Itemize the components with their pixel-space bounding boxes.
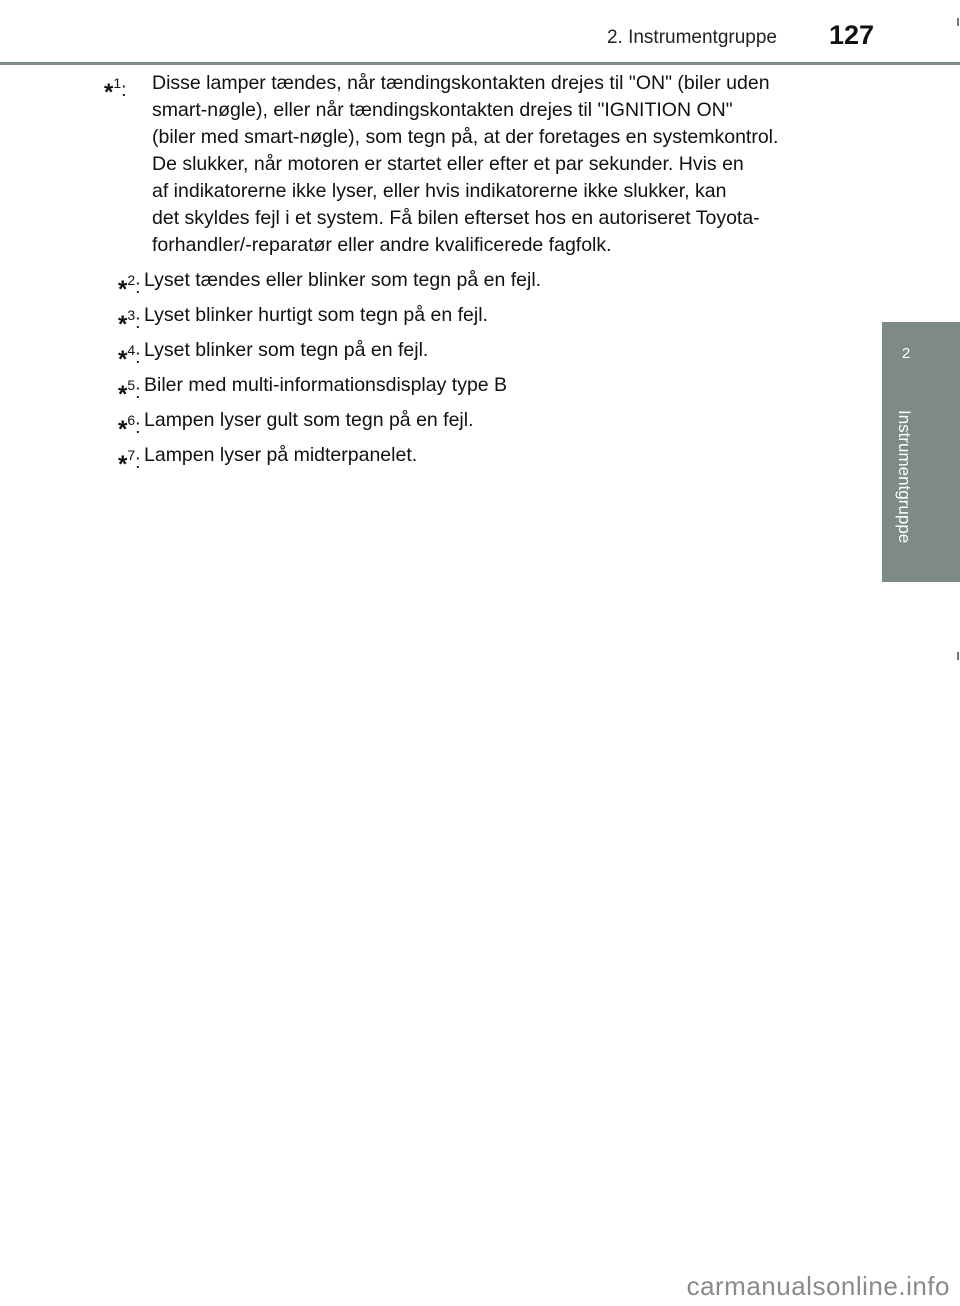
footnote-text: Lyset blinker som tegn på en fejl.	[144, 339, 429, 361]
footnote-line: det skyldes fejl i et system. Få bilen efterset hos en autoriseret Toyota-	[152, 207, 760, 229]
footnote-line: De slukker, når motoren er startet eller efter et par sekunder. Hvis en	[152, 153, 744, 175]
footnote-marker: *$^5$:	[118, 377, 141, 408]
footnote-3	[104, 302, 854, 338]
footnote-line: (biler med smart-nøgle), som tegn på, at der foretages en systemkontrol.	[152, 126, 779, 148]
footnote-line: smart-nøgle), eller når tændingskontakten drejes til "IGNITION ON"	[152, 99, 733, 121]
footnote-marker: *$^3$:	[118, 307, 141, 338]
footnote-marker: *$^4$:	[118, 342, 141, 373]
footnote-list	[104, 70, 854, 477]
footnote-text: Biler med multi-informationsdisplay type B	[144, 374, 508, 396]
footnote-marker: *$^2$:	[118, 272, 141, 303]
edge-mark	[957, 18, 959, 26]
header-rule	[0, 62, 960, 65]
footnote-marker: *$^7$:	[118, 447, 141, 478]
footnote-line: forhandler/-reparatør eller andre kvalificerede fagfolk.	[152, 234, 612, 256]
footnote-1	[104, 70, 854, 259]
footnote-6	[104, 407, 854, 443]
footnote-text: Lampen lyser på midterpanelet.	[144, 444, 418, 466]
page-number: 127	[829, 20, 875, 50]
footnote-line: af indikatorerne ikke lyser, eller hvis indikatorerne ikke slukker, kan	[152, 180, 727, 202]
footnote-marker: *$^1$:	[104, 75, 127, 106]
footnote-line: Disse lamper tændes, når tændingskontakten drejes til "ON" (biler uden	[152, 72, 770, 94]
footnote-2	[104, 267, 854, 303]
footnote-7	[104, 442, 854, 478]
edge-mark	[957, 652, 959, 660]
watermark: carmanualsonline.info	[686, 1271, 950, 1301]
footnote-text: Lampen lyser gult som tegn på en fejl.	[144, 409, 474, 431]
chapter-tab-number: 2	[901, 345, 911, 362]
chapter-tab-label: Instrumentgruppe	[895, 410, 914, 544]
footnote-text: Lyset blinker hurtigt som tegn på en fejl.	[144, 304, 488, 326]
section-title: 2. Instrumentgruppe	[606, 27, 777, 48]
footnote-5	[104, 372, 854, 408]
footnote-4	[104, 337, 854, 373]
footnote-marker: *$^6$:	[118, 412, 141, 443]
footnote-text: Lyset tændes eller blinker som tegn på en fejl.	[144, 269, 542, 291]
